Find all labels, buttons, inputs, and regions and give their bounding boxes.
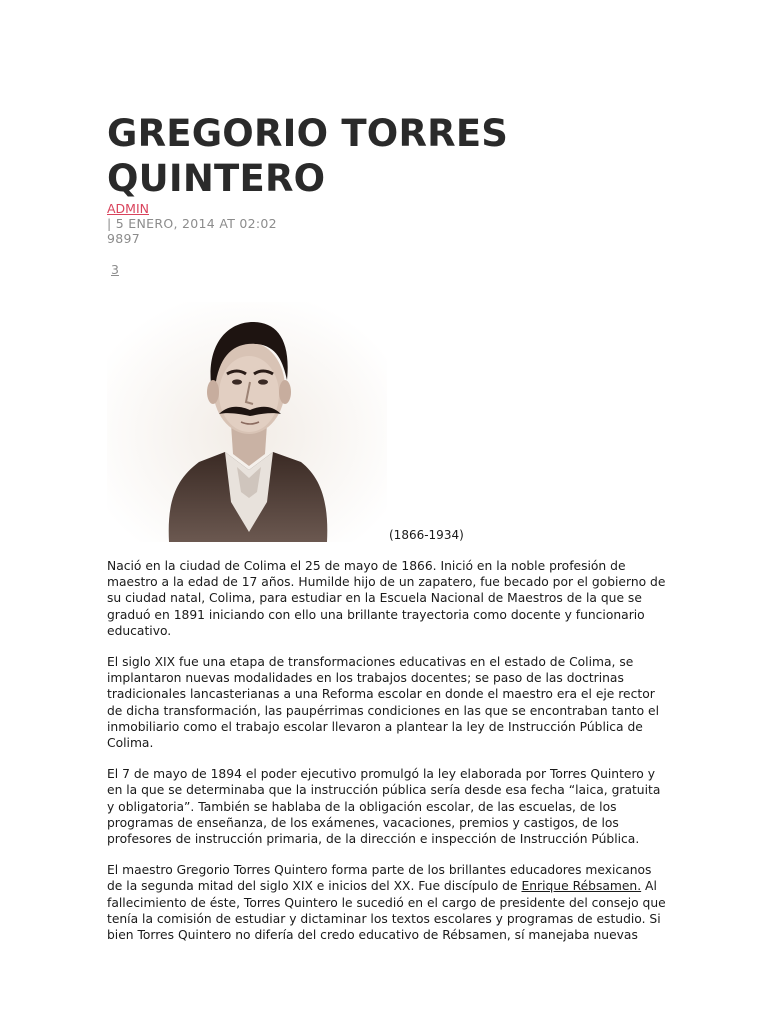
paragraph-1: Nació en la ciudad de Colima el 25 de mayo de 1866. Inició en la noble profesión de maestro a la edad de 17 años. Humilde hijo de un zapatero, fue becado por el gobierno de su ciudad natal, Colima, para estudiar en la Escuela Nacional de Maestros de la que se graduó en 1891 iniciando con ello una brillante trayectoria como docente y funcionario educativo. (107, 559, 666, 638)
article-title (107, 111, 667, 201)
comments-count-link[interactable]: 3 (111, 262, 119, 277)
article-body (107, 558, 667, 958)
author-link[interactable]: ADMIN (107, 201, 149, 216)
paragraph-4-text-end: Al fallecimiento de éste, Torres Quintero le sucedió en el cargo de presidente del consejo que tenía la comisión de estudiar y dictaminar los textos escolares y programas de estudio. Si bien Torres Quintero no difería del credo educativo de Rébsamen, sí manejaba nuevas (107, 879, 666, 943)
view-count: 9897 (107, 231, 141, 246)
article-title-line-1: GREGORIO TORRES (107, 112, 509, 155)
rebsamen-link[interactable]: Enrique Rébsamen. (521, 879, 642, 894)
post-date: | 5 ENERO, 2014 AT 02:02 (107, 216, 277, 231)
paragraph-4-text-start: El maestro Gregorio Torres Quintero forma parte de los brillantes educadores mexicanos de la segunda mitad del siglo XIX e inicios del XX. Fue discípulo de (107, 863, 652, 894)
paragraph-2: El siglo XIX fue una etapa de transformaciones educativas en el estado de Colima, se implantaron nuevas modalidades en los trabajos docentes; se paso de las doctrinas tradicionales lancasterianas a una Reforma escolar en donde el maestro era el eje rector de dicha transformación, las paupérrimas condiciones en las que se encontraban tanto el inmobiliario como el trabajo escolar llevaron a plantear la ley de Instrucción Pública de Colima. (107, 655, 659, 751)
portrait-image (107, 302, 387, 542)
post-meta (107, 216, 277, 246)
portrait-caption: (1866-1934) (389, 528, 464, 542)
paragraph-3: El 7 de mayo de 1894 el poder ejecutivo promulgó la ley elaborada por Torres Quintero y en la que se determinaba que la instrucción pública sería desde esa fecha “laica, gratuita y obligatoria”. También se hablaba de la obligación escolar, de las escuelas, de los programas de enseñanza, de los exámenes, vacaciones, premios y castigos, de los profesores de instrucción primaria, de la dirección e inspección de Instrucción Pública. (107, 767, 661, 847)
paragraph-4 (107, 862, 667, 943)
article-title-line-2: QUINTERO (107, 157, 326, 200)
